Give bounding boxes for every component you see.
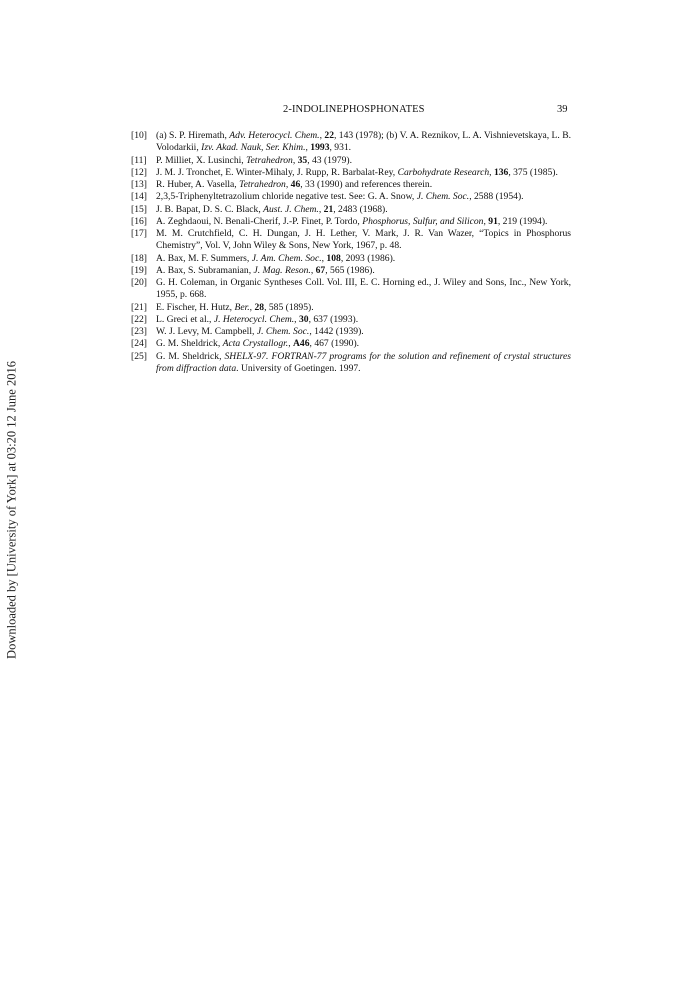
reference-title: Phosphorus, Sulfur, and Silicon	[362, 215, 484, 227]
reference-text: , 637 (1993).	[308, 313, 359, 325]
reference-text: ,	[294, 313, 299, 325]
reference-text: ,	[292, 154, 298, 166]
reference-title: J. Chem. Soc.	[256, 326, 310, 337]
reference-text: ,	[489, 166, 494, 178]
reference-item	[131, 253, 571, 265]
reference-number: [25]	[131, 350, 147, 362]
running-head: 2-INDOLINEPHOSPHONATES	[283, 104, 425, 115]
reference-title: J. Mag. Reson.	[253, 264, 311, 276]
reference-volume: 21	[323, 203, 334, 215]
reference-number: [19]	[131, 264, 147, 276]
reference-item	[131, 204, 571, 216]
reference-text: ,	[483, 215, 489, 227]
reference-item	[131, 191, 571, 203]
reference-number: [14]	[131, 191, 147, 203]
reference-list	[131, 130, 571, 375]
reference-title: Ber.	[234, 301, 250, 313]
reference-volume: 67	[315, 264, 326, 276]
reference-text: , 33 (1990) and references therein.	[300, 179, 433, 190]
reference-title: Tetrahedron	[239, 179, 286, 190]
reference-text: ,	[310, 264, 316, 276]
reference-text: , 931.	[329, 142, 352, 154]
reference-title: Carbohydrate Research	[397, 166, 490, 178]
reference-text: P. Milliet, X. Lusinchi,	[156, 154, 247, 166]
download-watermark-text: Downloaded by [University of York] at 03:20 12 June 2016	[4, 361, 19, 659]
reference-text: G. M. Sheldrick,	[156, 338, 223, 350]
reference-text: J. M. J. Tronchet, E. Winter-Mihaly, J. Rupp, R. Barbalat-Rey,	[156, 166, 398, 178]
reference-text: , 143 (1978); (b) V. A. Reznikov, L. A. Vishnievetskaya, L. B. Volodarkii,	[156, 130, 572, 154]
reference-volume: 35	[297, 154, 308, 166]
reference-item	[131, 228, 571, 253]
reference-number: [11]	[131, 154, 147, 166]
reference-number: [16]	[131, 215, 147, 227]
reference-text: W. J. Levy, M. Campbell,	[156, 326, 257, 337]
reference-number: [18]	[131, 252, 147, 264]
reference-title: Acta Crystallogr.	[222, 338, 289, 350]
reference-text: ,	[321, 252, 327, 264]
reference-item	[131, 167, 571, 179]
reference-text: ,	[288, 338, 293, 350]
reference-title: J. Chem. Soc.	[416, 191, 470, 203]
reference-text: ,	[285, 179, 291, 190]
reference-text: , 467 (1990).	[309, 338, 360, 350]
reference-text: ,	[318, 203, 324, 215]
reference-title: SHELX-97. FORTRAN-77 programs for the solution and refinement of crystal structures from diffraction data	[156, 350, 571, 374]
reference-title: Tetrahedron	[246, 154, 293, 166]
reference-volume: 91	[488, 215, 498, 227]
reference-volume: 22	[324, 130, 334, 141]
reference-title: J. Heterocycl. Chem.	[213, 313, 295, 325]
reference-text: , 43 (1979).	[307, 154, 352, 166]
reference-text: E. Fischer, H. Hutz,	[156, 301, 235, 313]
reference-item	[131, 265, 571, 277]
reference-volume: 46	[290, 179, 301, 190]
reference-volume: A46	[292, 338, 310, 350]
reference-text: , 375 (1985).	[508, 166, 558, 178]
reference-text: L. Greci et al.,	[156, 313, 214, 325]
reference-text: ,	[249, 301, 255, 313]
reference-text: , 585 (1895).	[264, 301, 314, 313]
reference-item	[131, 326, 571, 338]
reference-text: R. Huber, A. Vasella,	[156, 179, 240, 190]
reference-volume: 30	[298, 313, 309, 325]
reference-text: , 2093 (1986).	[340, 252, 396, 264]
reference-text: G. H. Coleman, in Organic Syntheses Coll. Vol. III, E. C. Horning ed., J. Wiley and Sons, Inc., New York, 1955, p. 668.	[156, 277, 571, 301]
reference-text: . University of Goetingen. 1997.	[236, 362, 361, 374]
reference-item	[131, 130, 571, 155]
reference-title: J. Am. Chem. Soc.	[251, 252, 322, 264]
reference-item	[131, 277, 571, 302]
reference-item	[131, 155, 571, 167]
reference-text: ,	[305, 142, 311, 154]
reference-text: , 1442 (1939).	[309, 326, 364, 337]
reference-number: [24]	[131, 338, 147, 350]
reference-text: G. M. Sheldrick,	[156, 350, 225, 362]
reference-item	[131, 351, 571, 376]
reference-number: [13]	[131, 179, 147, 190]
reference-number: [12]	[131, 166, 147, 178]
reference-number: [17]	[131, 228, 147, 239]
reference-item	[131, 338, 571, 350]
reference-number: [15]	[131, 203, 147, 215]
reference-item	[131, 314, 571, 326]
reference-title: Adv. Heterocycl. Chem.	[229, 130, 320, 141]
reference-number: [23]	[131, 326, 147, 337]
reference-text: 2,3,5-Triphenyltetrazolium chloride negative test. See: G. A. Snow,	[156, 191, 417, 203]
reference-text: J. B. Bapat, D. S. C. Black,	[156, 203, 264, 215]
reference-text: A. Zeghdaoui, N. Benali-Cherif, J.-P. Finet, P. Tordo,	[156, 215, 363, 227]
reference-item	[131, 216, 571, 228]
reference-volume: 1993	[310, 142, 330, 154]
reference-text: , 2483 (1968).	[333, 203, 388, 215]
reference-title: Aust. J. Chem.	[263, 203, 319, 215]
reference-text: A. Bax, M. F. Summers,	[156, 252, 252, 264]
reference-number: [21]	[131, 301, 147, 313]
reference-text: (a) S. P. Hiremath,	[156, 130, 230, 141]
reference-text: M. M. Crutchfield, C. H. Dungan, J. H. Lether, V. Mark, J. R. Van Wazer, “Topics in Phosphorus Chemistry”, Vol. V, John Wiley & Sons, New York, 1967, p. 48.	[156, 228, 571, 252]
reference-volume: 136	[493, 166, 509, 178]
reference-volume: 28	[254, 301, 265, 313]
reference-text: , 565 (1986).	[325, 264, 375, 276]
reference-volume: 108	[326, 252, 341, 264]
download-watermark	[2, 345, 22, 675]
reference-text: , 2588 (1954).	[469, 191, 524, 203]
reference-title: Izv. Akad. Nauk, Ser. Khim.	[201, 142, 306, 154]
reference-number: [10]	[131, 130, 147, 141]
page-number: 39	[557, 104, 568, 115]
reference-number: [22]	[131, 313, 147, 325]
reference-item	[131, 302, 571, 314]
reference-text: ,	[319, 130, 325, 141]
reference-item	[131, 179, 571, 191]
reference-number: [20]	[131, 277, 147, 288]
reference-text: , 219 (1994).	[497, 215, 548, 227]
reference-text: A. Bax, S. Subramanian,	[156, 264, 254, 276]
